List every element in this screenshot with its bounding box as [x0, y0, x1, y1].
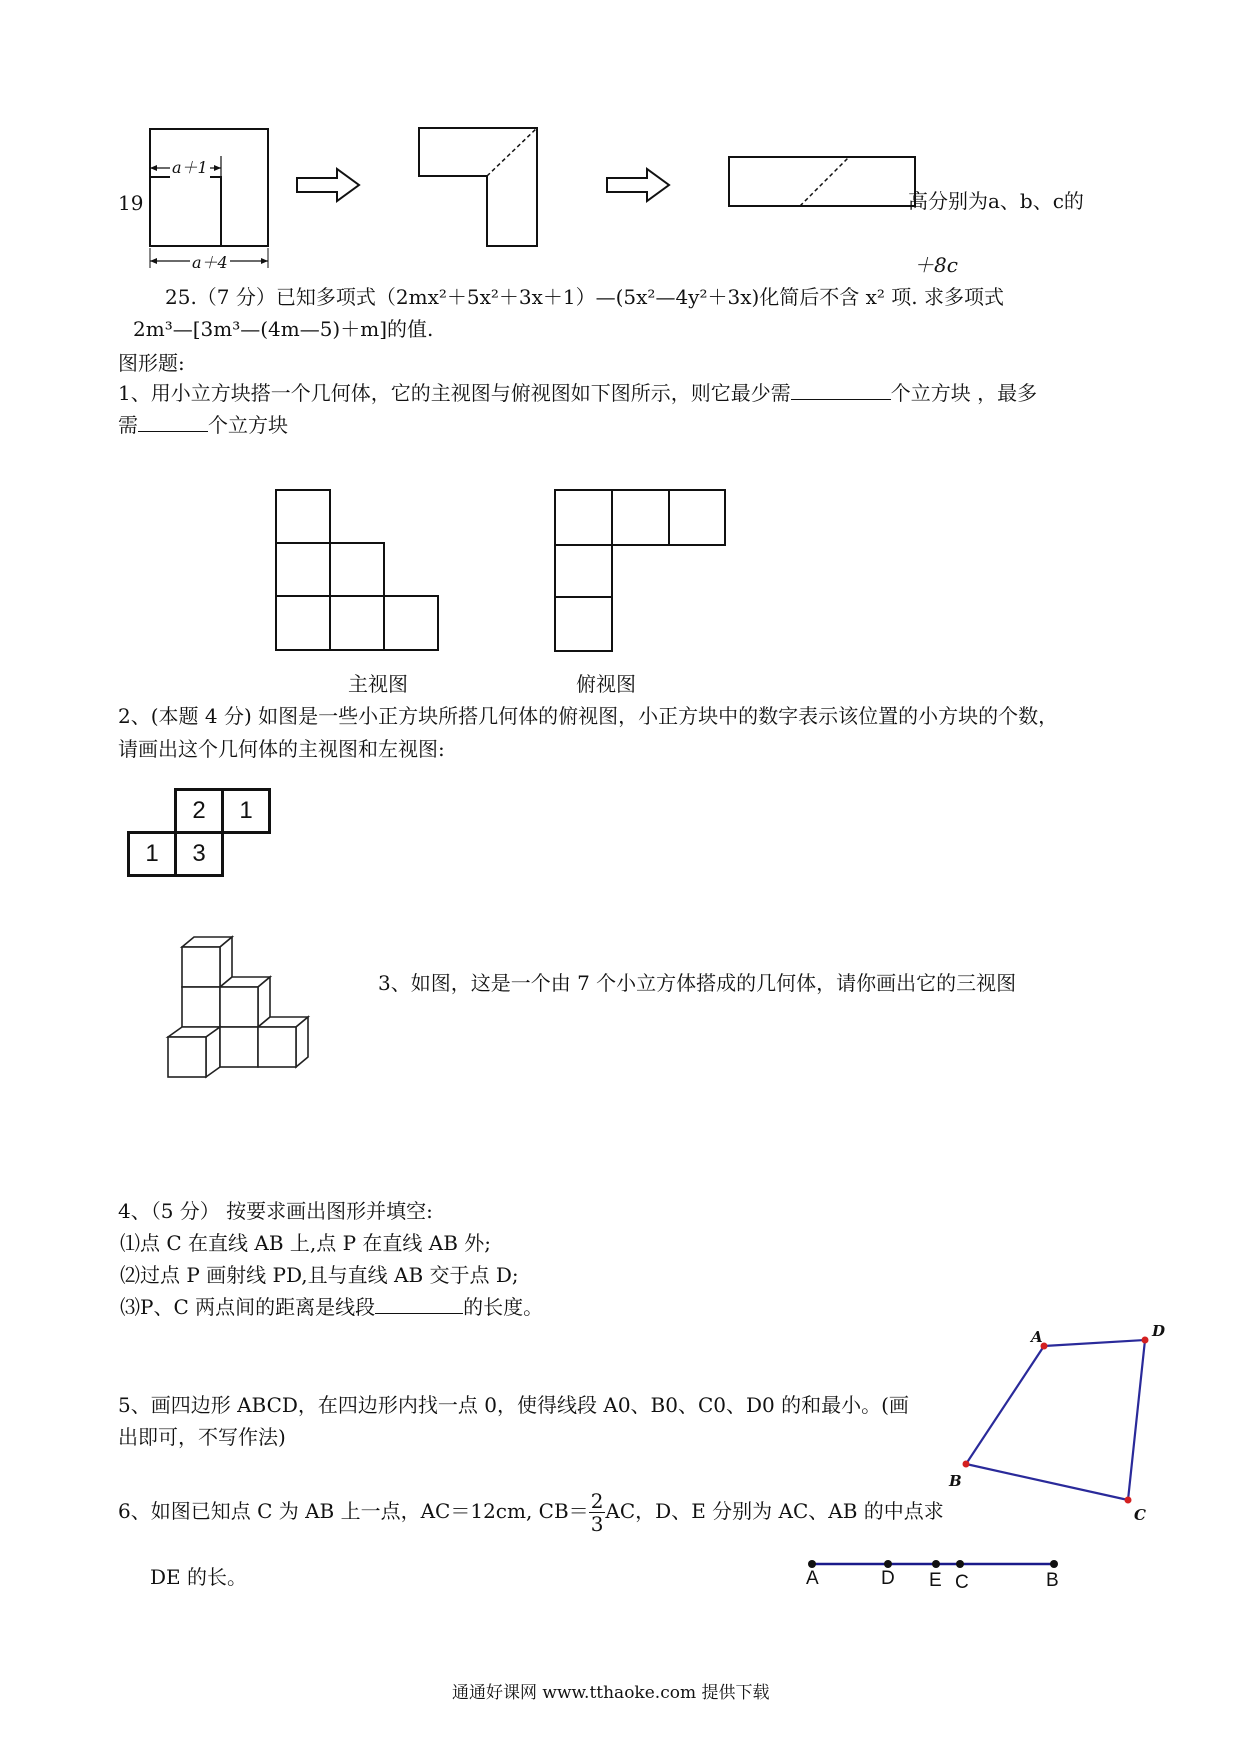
- p4-item2: ⑵过点 P 画射线 PD,且与直线 AB 交于点 D;: [120, 1263, 519, 1287]
- p6-point-a: [808, 1560, 816, 1568]
- p6-label-b: B: [1046, 1570, 1059, 1591]
- p6-label-e: E: [929, 1570, 942, 1591]
- q25-line2: 2m³—[3m³—(4m—5)＋m]的值.: [133, 317, 434, 341]
- q19-tail-formula: ＋8c: [914, 253, 958, 277]
- p6-label-d: D: [881, 1568, 895, 1589]
- p5-line2: 出即可，不写作法): [118, 1425, 286, 1449]
- q19-number: 19: [118, 191, 144, 215]
- p1-top-view-figure: [553, 488, 727, 654]
- p2-cell-value: 3: [192, 840, 206, 867]
- q19-rectangle-figure: [727, 155, 917, 209]
- p1-line1-a: 1、用小立方块搭一个几何体，它的主视图与俯视图如下图所示，则它最少需: [118, 381, 791, 405]
- p2-cell: [174, 788, 224, 834]
- p2-line1: 2、(本题 4 分) 如图是一些小正方块所搭几何体的俯视图，小正方块中的数字表示该位置的小方块的个数，: [118, 704, 1059, 728]
- p4-item3: [120, 1294, 543, 1320]
- p6-fraction: [589, 1490, 606, 1535]
- p1-line1: [118, 380, 1037, 406]
- p1-caption-front: 主视图: [348, 672, 408, 696]
- p2-cell: [221, 788, 271, 834]
- arrow-right-icon: [605, 166, 673, 204]
- p6-point-d: [884, 1560, 892, 1568]
- p1-line2: [118, 412, 288, 438]
- p1-answer-blank-min[interactable]: [791, 381, 891, 400]
- p4-item1: ⑴点 C 在直线 AB 上,点 P 在直线 AB 外;: [120, 1231, 491, 1255]
- p5-label-b: B: [949, 1472, 962, 1490]
- p4-answer-blank[interactable]: [375, 1295, 463, 1314]
- p5-label-c: C: [1134, 1506, 1146, 1524]
- q19-label-bottom: a＋4: [190, 250, 230, 273]
- p1-front-view-figure: [274, 488, 440, 654]
- p6-text-a: 6、如图已知点 C 为 AB 上一点，AC＝12cm, CB＝: [118, 1499, 589, 1523]
- p4-item3-b: 的长度。: [463, 1295, 544, 1319]
- p5-point-b: [963, 1461, 970, 1468]
- p4-item3-a: ⑶P、C 两点间的距离是线段: [120, 1295, 376, 1319]
- p6-line1: [118, 1486, 944, 1536]
- p1-line2-b: 个立方块: [208, 413, 288, 437]
- p6-frac-den: 3: [590, 1512, 604, 1536]
- p5-quadrilateral-figure: [940, 1320, 1180, 1520]
- p6-line2: DE 的长。: [150, 1565, 247, 1589]
- p2-cell: [127, 831, 177, 877]
- p6-frac-num: 2: [590, 1489, 604, 1513]
- p2-cell-value: 1: [145, 840, 159, 867]
- p2-top-view-grid: [127, 788, 271, 884]
- p1-line2-a: 需: [118, 413, 138, 437]
- p6-label-c: C: [955, 1572, 969, 1593]
- q25-line1: 25.（7 分）已知多项式（2mx²＋5x²＋3x＋1）—(5x²—4y²＋3x)化简后不含 x² 项. 求多项式: [165, 285, 1005, 309]
- p4-title: 4、（5 分） 按要求画出图形并填空:: [118, 1199, 433, 1223]
- p6-text-b: AC，D、E 分别为 AC、AB 的中点求: [605, 1499, 944, 1523]
- p5-label-d: D: [1152, 1322, 1166, 1340]
- p5-line1: 5、画四边形 ABCD，在四边形内找一点 0，使得线段 A0、B0、C0、D0 的和最小。(画: [118, 1393, 909, 1417]
- p6-point-e: [932, 1560, 940, 1568]
- p2-line2: 请画出这个几何体的主视图和左视图:: [118, 737, 445, 761]
- q19-label-top: a＋1: [170, 155, 210, 178]
- p1-caption-top: 俯视图: [576, 672, 636, 696]
- arrow-right-icon: [295, 166, 363, 204]
- p2-cell-value: 1: [239, 797, 253, 824]
- p6-point-b: [1050, 1560, 1058, 1568]
- p5-point-d: [1142, 1337, 1149, 1344]
- q19-l-shape-figure: [417, 126, 541, 250]
- p1-answer-blank-max[interactable]: [138, 413, 208, 432]
- p3-text: 3、如图，这是一个由 7 个小立方体搭成的几何体，请你画出它的三视图: [378, 971, 1017, 995]
- p3-cube-stack-figure: [160, 935, 320, 1085]
- p5-label-a: A: [1031, 1328, 1043, 1346]
- p1-line1-b: 个立方块 ，最多: [890, 381, 1038, 405]
- p6-label-a: A: [806, 1568, 819, 1589]
- p2-cell-value: 2: [192, 797, 206, 824]
- p5-point-c: [1125, 1497, 1132, 1504]
- p6-point-c: [956, 1560, 964, 1568]
- q19-tail-text: 高分别为a、b、c的: [908, 189, 1084, 213]
- p2-cell: [174, 831, 224, 877]
- page-footer: 通通好课网 www.tthaoke.com 提供下载: [452, 1683, 770, 1703]
- section-title: 图形题:: [118, 351, 185, 375]
